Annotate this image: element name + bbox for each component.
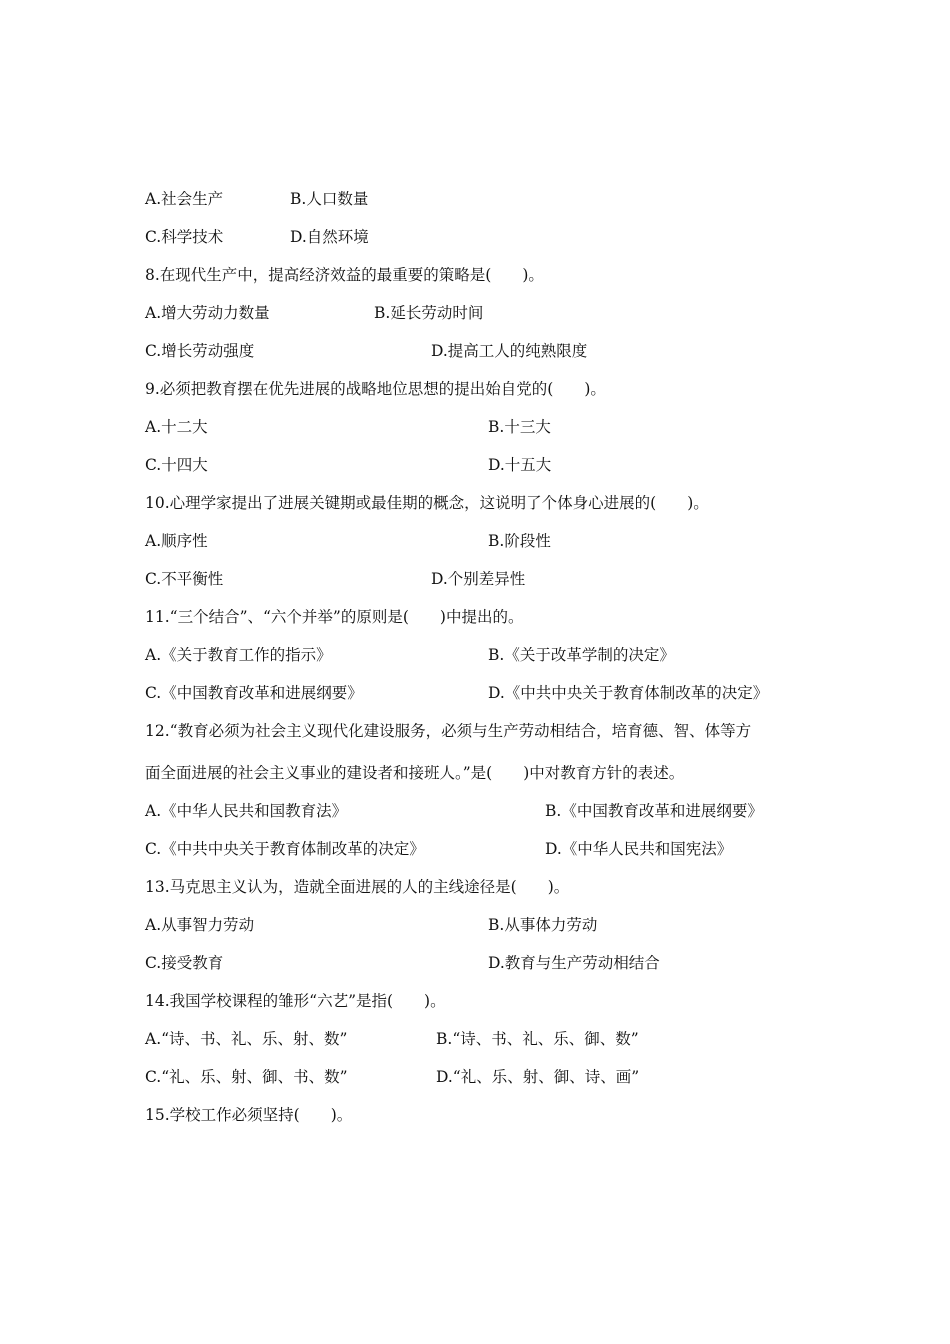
q8-option-d: D.提高工人的纯熟限度 xyxy=(431,342,588,360)
q14-option-b: B.“诗、书、礼、乐、御、数” xyxy=(436,1030,639,1048)
q10-option-d: D.个别差异性 xyxy=(431,570,526,588)
q14-stem: 14.我国学校课程的雏形“六艺”是指( )。 xyxy=(145,992,446,1010)
q12-stem-line1: 12.“教育必须为社会主义现代化建设服务，必须与生产劳动相结合，培育德、智、体等方 xyxy=(145,722,752,740)
q13-option-c: C.接受教育 xyxy=(145,954,224,972)
q14-option-a: A.“诗、书、礼、乐、射、数” xyxy=(145,1030,348,1048)
q13-stem: 13.马克思主义认为，造就全面进展的人的主线途径是( )。 xyxy=(145,878,570,896)
q10-option-b: B.阶段性 xyxy=(488,532,551,550)
q11-option-b: B.《关于改革学制的决定》 xyxy=(488,646,675,664)
q10-stem: 10.心理学家提出了进展关键期或最佳期的概念，这说明了个体身心进展的( )。 xyxy=(145,494,709,512)
q11-stem: 11.“三个结合”、“六个并举”的原则是( )中提出的。 xyxy=(145,608,524,626)
q12-option-d: D.《中华人民共和国宪法》 xyxy=(545,840,733,858)
q12-option-a: A.《中华人民共和国教育法》 xyxy=(145,802,348,820)
q8-option-c: C.增长劳动强度 xyxy=(145,342,255,360)
q12-stem-line2: 面全面进展的社会主义事业的建设者和接班人。”是( )中对教育方针的表述。 xyxy=(145,764,685,782)
q8-stem: 8.在现代生产中，提高经济效益的最重要的策略是( )。 xyxy=(145,266,544,284)
q7-option-a: A.社会生产 xyxy=(145,190,224,208)
q8-option-b: B.延长劳动时间 xyxy=(374,304,484,322)
q12-option-b: B.《中国教育改革和进展纲要》 xyxy=(545,802,763,820)
q10-option-a: A.顺序性 xyxy=(145,532,208,550)
q7-option-c: C.科学技术 xyxy=(145,228,224,246)
q9-stem: 9.必须把教育摆在优先进展的战略地位思想的提出始自党的( )。 xyxy=(145,380,606,398)
q13-option-a: A.从事智力劳动 xyxy=(145,916,255,934)
q9-option-b: B.十三大 xyxy=(488,418,551,436)
q8-option-a: A.增大劳动力数量 xyxy=(145,304,270,322)
q7-option-d: D.自然环境 xyxy=(290,228,369,246)
q9-option-c: C.十四大 xyxy=(145,456,208,474)
q14-option-d: D.“礼、乐、射、御、诗、画” xyxy=(436,1068,640,1086)
q11-option-a: A.《关于教育工作的指示》 xyxy=(145,646,332,664)
q11-option-d: D.《中共中央关于教育体制改革的决定》 xyxy=(488,684,769,702)
q13-option-b: B.从事体力劳动 xyxy=(488,916,598,934)
q11-option-c: C.《中国教育改革和进展纲要》 xyxy=(145,684,363,702)
q10-option-c: C.不平衡性 xyxy=(145,570,224,588)
q12-option-c: C.《中共中央关于教育体制改革的决定》 xyxy=(145,840,425,858)
q14-option-c: C.“礼、乐、射、御、书、数” xyxy=(145,1068,348,1086)
q7-option-b: B.人口数量 xyxy=(290,190,369,208)
q13-option-d: D.教育与生产劳动相结合 xyxy=(488,954,660,972)
q9-option-a: A.十二大 xyxy=(145,418,208,436)
q15-stem: 15.学校工作必须坚持( )。 xyxy=(145,1106,353,1124)
q9-option-d: D.十五大 xyxy=(488,456,552,474)
